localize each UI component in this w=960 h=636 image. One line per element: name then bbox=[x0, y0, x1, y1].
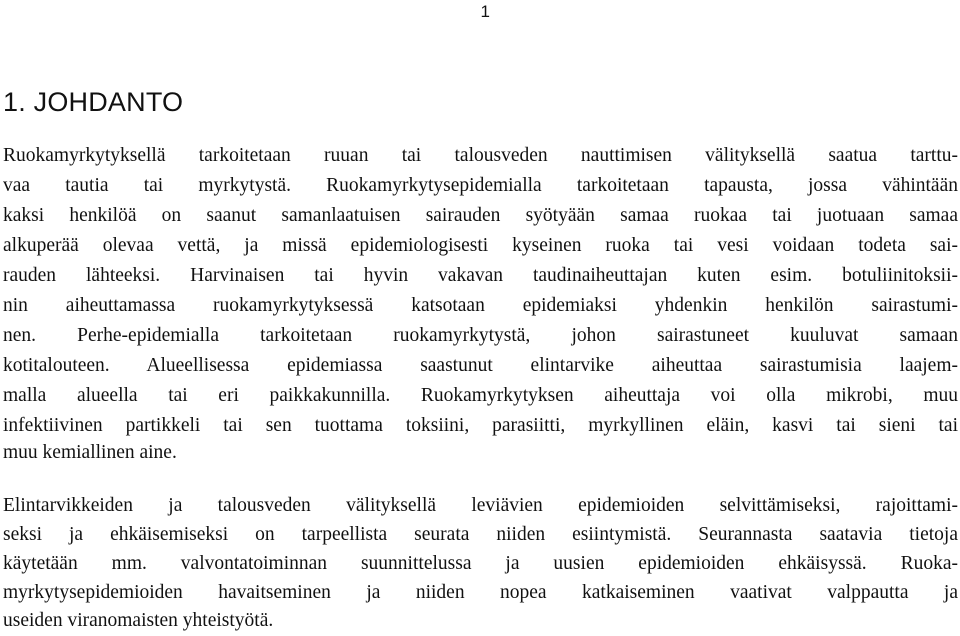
paragraph-line: käytetään mm. valvontatoiminnan suunnittelussa ja uusien epidemioiden ehkäisyssä. Ruoka- bbox=[3, 553, 958, 574]
paragraph-line: Elintarvikkeiden ja talousveden välityksellä leviävien epidemioiden selvittämiseksi, rajoittami- bbox=[3, 495, 958, 516]
paragraph-line: vaa tautia tai myrkytystä. Ruokamyrkytysepidemialla tarkoitetaan tapausta, jossa vähintään bbox=[3, 175, 958, 196]
paragraph-line: kotitalouteen. Alueellisessa epidemiassa saastunut elintarvike aiheuttaa sairastumisia laajem- bbox=[3, 355, 958, 376]
paragraph-line: alkuperää olevaa vettä, ja missä epidemiologisesti kyseinen ruoka tai vesi voidaan todeta sai- bbox=[3, 235, 958, 256]
paragraph-line: muu kemiallinen aine. bbox=[3, 442, 177, 463]
paragraph-line: rauden lähteeksi. Harvinaisen tai hyvin vakavan taudinaiheuttajan kuten esim. botuliinitoksii- bbox=[3, 265, 958, 286]
paragraph-line: kaksi henkilöä on saanut samanlaatuisen sairauden syötyään samaa ruokaa tai juotuaan samaa bbox=[3, 205, 958, 226]
paragraph-line: myrkytysepidemioiden havaitseminen ja niiden nopea katkaiseminen vaativat valppautta ja bbox=[3, 582, 958, 603]
paragraph-line: Ruokamyrkytyksellä tarkoitetaan ruuan tai talousveden nauttimisen välityksellä saatua tarttu- bbox=[3, 145, 958, 166]
section-heading: 1. JOHDANTO bbox=[3, 87, 184, 117]
paragraph-line: useiden viranomaisten yhteistyötä. bbox=[3, 610, 274, 631]
paragraph-line: seksi ja ehkäisemiseksi on tarpeellista seurata niiden esiintymistä. Seurannasta saatavia tietoja bbox=[3, 524, 958, 545]
page-number: 1 bbox=[480, 2, 490, 21]
paragraph-line: nen. Perhe-epidemialla tarkoitetaan ruokamyrkytystä, johon sairastuneet kuuluvat samaan bbox=[3, 325, 958, 346]
paragraph-line: infektiivinen partikkeli tai sen tuottama toksiini, parasiitti, myrkyllinen eläin, kasvi tai sieni tai bbox=[3, 415, 958, 436]
paragraph-line: malla alueella tai eri paikkakunnilla. Ruokamyrkytyksen aiheuttaja voi olla mikrobi, muu bbox=[3, 385, 958, 406]
paragraph-line: nin aiheuttamassa ruokamyrkytyksessä katsotaan epidemiaksi yhdenkin henkilön sairastumi- bbox=[3, 295, 958, 316]
